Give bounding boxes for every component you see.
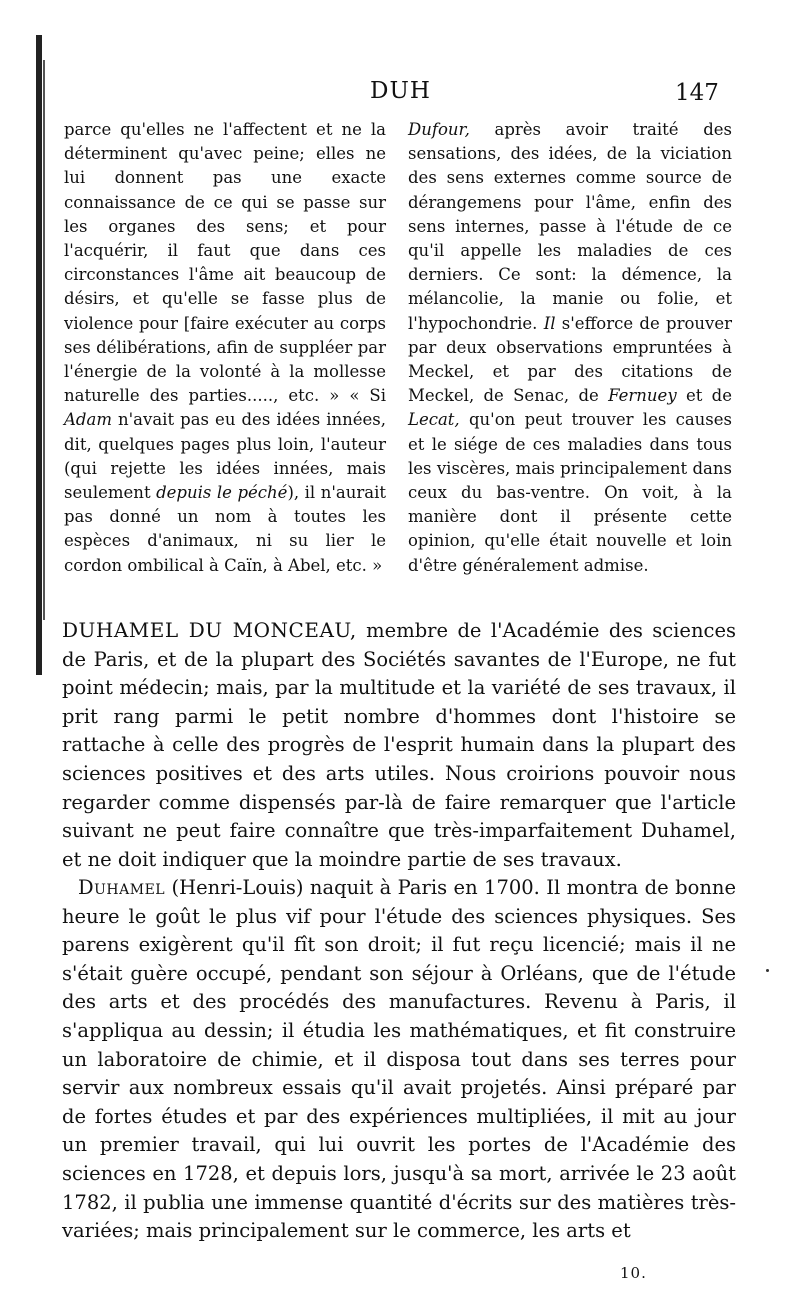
running-head — [0, 78, 800, 108]
page-edge-shadow-inner — [43, 60, 45, 620]
left-italic-1: Adam — [64, 410, 112, 430]
signature-mark: 10. — [620, 1264, 647, 1282]
entry-duhamel-du-monceau — [62, 616, 736, 874]
page-edge-shadow — [36, 35, 42, 675]
right-italic-1: Dufour, — [408, 120, 470, 139]
right-italic-4: Lecat, — [408, 410, 460, 430]
right-column — [408, 118, 732, 578]
left-column-paragraph — [64, 118, 386, 578]
left-column — [64, 118, 386, 578]
left-text-3: ), il n'aurait pas donné un nom à toutes les espèces d'animaux, ni su lier le cordon ombilical à Caïn, à Abel, etc. » — [64, 483, 386, 575]
biography-name: Duhamel — [78, 876, 166, 899]
entry-headword: DUHAMEL DU MONCEAU, — [62, 618, 357, 642]
right-text-1: après avoir traité des sensations, des idées, de la viciation des sens externes comme source de dérangemens pour l'âme, enfin des sens internes, passe à l'étude de ce qu'il appelle les maladies de ces derniers. Ce sont: la démence, la mélancolie, la manie ou folie, et l'hypochondrie. — [408, 120, 732, 333]
left-text-1: parce qu'elles ne l'affectent et ne la déterminent qu'avec peine; elles ne lui donnent pas une exacte connaissance de ce qui se passe sur les organes des sens; et pour l'acquérir, il faut que dans ces circonstances l'âme ait beaucoup de désirs, et qu'elle se fasse plus de violence pour [faire exécuter au corps ses délibérations, afin de suppléer par l'énergie de la volonté à la mollesse naturelle des parties....., etc. » « Si — [64, 120, 386, 406]
right-text-4: qu'on peut trouver les causes et le siége de ces maladies dans tous les viscères, mais principalement dans ceux du bas-ventre. On voit, à la manière dont il présente cette opinion, qu'elle était nouvelle et loin d'être généralement admise. — [408, 410, 732, 575]
biography-text: (Henri-Louis) naquit à Paris en 1700. Il montra de bonne heure le goût le plus vif pour l'étude des sciences physiques. Ses parens exigèrent qu'il fît son droit; il fut reçu licencié; mais il ne s'était guère occupé, pendant son séjour à Orléans, que de l'étude des arts et des procédés des manufactures. Revenu à Paris, il s'appliqua au dessin; il étudia les mathématiques, et fit construire un laboratoire de chimie, et il disposa tout dans ses terres pour servir aux nombreux essais qu'il avait projetés. Ainsi préparé par de fortes études et par des expériences multipliées, il mit au jour un premier travail, qui lui ouvrit les portes de l'Académie des sciences en 1728, et depuis lors, jusqu'à sa mort, arrivée le 23 août 1782, il publia une immense quantité d'écrits sur des matières très-variées; mais principalement sur le commerce, les arts et — [62, 876, 736, 1243]
page-number: 147 — [675, 80, 719, 106]
left-italic-2: depuis le péché — [156, 483, 288, 503]
print-speck — [766, 969, 769, 972]
left-text-2: n'avait pas eu des idées innées, dit, quelques pages plus loin, l'auteur (qui rejette les idées innées, mais seulement — [64, 410, 386, 503]
entry-biography — [62, 874, 736, 1246]
biography-paragraph — [62, 874, 736, 1246]
right-italic-3: Fernuey — [608, 386, 677, 406]
right-text-2: s'efforce de prouver par deux observations empruntées à Meckel, et par des citations de Meckel, de Senac, de — [408, 313, 732, 406]
right-text-3: et de — [676, 386, 732, 406]
entry-intro-paragraph — [62, 616, 736, 874]
running-head-title: DUH — [370, 78, 431, 104]
right-column-paragraph — [408, 118, 732, 578]
entry-intro-text: membre de l'Académie des sciences de Paris, et de la plupart des Sociétés savantes de l'Europe, ne fut point médecin; mais, par la multitude et la variété de ses travaux, il prit rang parmi le petit nombre d'hommes dont l'histoire se rattache à celle des progrès de l'esprit humain dans la plupart des sciences positives et des arts utiles. Nous croirions pouvoir nous regarder comme dispensés par-là de faire remarquer que l'article suivant ne peut faire connaître que très-imparfaitement Duhamel, et ne doit indiquer que la moindre partie de ses travaux. — [62, 619, 736, 871]
right-italic-2: Il — [543, 313, 556, 333]
